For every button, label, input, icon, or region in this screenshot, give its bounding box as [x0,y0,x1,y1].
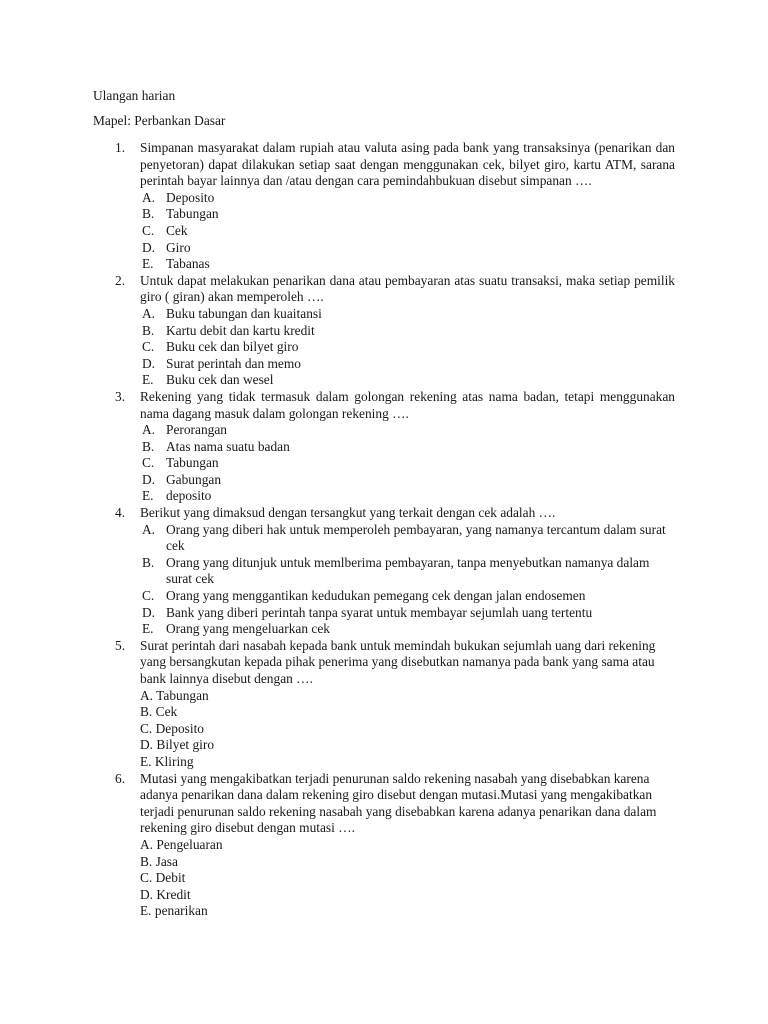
option-text: deposito [166,488,212,504]
option-letter: B. [140,704,153,720]
option-text: Debit [155,870,186,886]
option-letter: B. [142,206,155,222]
option-d [140,887,768,904]
option-text: Kliring [154,753,194,769]
option-a [140,837,768,854]
option-text: Perorangan [166,422,227,438]
option-e [0,488,768,505]
option-e [0,621,768,638]
option-text: Tabanas [166,256,210,272]
option-text: Jasa [155,853,178,869]
option-a [0,522,768,555]
option-text: Bilyet giro [156,737,215,753]
option-d [0,240,768,257]
option-text: Cek [166,222,188,238]
option-text: Orang yang menggantikan kedudukan pemegang cek dengan jalan endosemen [166,588,586,604]
question-5 [0,638,768,771]
option-text: Deposito [155,720,204,736]
question-number: 4. [115,505,126,521]
option-e [0,372,768,389]
option-letter: E. [142,372,154,388]
option-letter: D. [142,604,156,620]
option-a [0,306,768,323]
option-letter: E. [142,256,154,272]
option-letter: D. [142,471,156,487]
option-text: Tabungan [166,455,219,471]
option-c [0,223,768,240]
question-number: 5. [115,637,126,653]
option-text: Cek [155,704,178,720]
option-letter: A. [142,189,156,205]
option-letter: D. [140,737,154,753]
option-d [0,472,768,489]
question-4 [0,505,768,638]
document-subject: Mapel: Perbankan Dasar [93,113,226,128]
option-letter: A. [140,836,154,852]
option-b [0,206,768,223]
option-letter: E. [142,488,154,504]
question-2 [0,273,768,389]
question-number: 3. [115,388,126,404]
option-text: Kredit [156,886,191,902]
option-b [0,555,768,588]
option-text: penarikan [154,903,208,919]
question-list [0,140,768,920]
option-letter: C. [142,588,155,604]
option-letter: B. [140,853,153,869]
option-b [0,323,768,340]
option-letter: D. [142,355,156,371]
option-d [0,356,768,373]
option-text: Orang yang ditunjuk untuk memlberima pembayaran, tanpa menyebutkan namanya dalam surat cek [166,554,650,587]
option-text: Kartu debit dan kartu kredit [166,322,315,338]
option-text: Giro [166,239,191,255]
option-a [0,190,768,207]
option-letter: A. [142,521,156,537]
option-text: Buku cek dan bilyet giro [166,339,299,355]
option-c [140,870,768,887]
document-title: Ulangan harian [93,88,176,103]
option-a [0,422,768,439]
option-e [140,754,768,771]
option-e [0,256,768,273]
option-b [140,704,768,721]
option-letter: A. [142,305,156,321]
question-text: Rekening yang tidak termasuk dalam golongan rekening atas nama badan, tetapi menggunakan nama dagang masuk dalam golongan rekening …. [140,388,675,421]
question-6 [0,771,768,920]
option-d [0,605,768,622]
option-text: Tabungan [166,206,219,222]
option-c [0,339,768,356]
option-e [140,903,768,920]
option-letter: A. [140,687,154,703]
option-text: Surat perintah dan memo [166,355,301,371]
option-text: Buku cek dan wesel [166,372,274,388]
option-text: Atas nama suatu badan [166,438,290,454]
option-text: Orang yang diberi hak untuk memperoleh pembayaran, yang namanya tercantum dalam surat cek [166,521,666,554]
option-letter: C. [140,870,153,886]
option-letter: D. [142,239,156,255]
option-letter: C. [140,720,153,736]
option-text: Orang yang mengeluarkan cek [166,621,330,637]
question-text: Simpanan masyarakat dalam rupiah atau valuta asing pada bank yang transaksinya (penarikan dan penyetoran) dapat dilakukan setiap saat dengan menggunakan cek, bilyet giro, kartu ATM, sarana perintah bayar lainnya dan /atau dengan cara pemindahbukuan disebut simpanan …. [140,140,675,189]
option-letter: E. [142,621,154,637]
question-3 [0,389,768,505]
question-text: Surat perintah dari nasabah kepada bank untuk memindah bukukan sejumlah uang dari rekening yang bersangkutan kepada pihak penerima yang disebutkan namanya pada bank yang sama atau bank lainnya disebut dengan …. [140,637,656,686]
option-c [140,721,768,738]
option-letter: E. [140,753,152,769]
option-letter: C. [142,339,155,355]
question-number: 6. [115,770,126,786]
question-text: Mutasi yang mengakibatkan terjadi penurunan saldo rekening nasabah yang disebabkan karena adanya penarikan dana dalam rekening giro disebut dengan mutasi.Mutasi yang mengakibatkan terjadi penurunan saldo rekening nasabah yang disebabkan karena adanya penarikan dana dalam rekening giro disebut dengan mutasi …. [140,770,657,836]
question-number: 1. [115,140,126,155]
option-text: Pengeluaran [156,836,223,852]
option-d [140,737,768,754]
option-text: Deposito [166,189,215,205]
option-letter: B. [142,554,155,570]
option-letter: B. [142,322,155,338]
option-text: Tabungan [156,687,209,703]
option-letter: C. [142,222,155,238]
question-text: Berikut yang dimaksud dengan tersangkut yang terkait dengan cek adalah …. [140,505,556,521]
option-text: Buku tabungan dan kuaitansi [166,305,322,321]
option-letter: E. [140,903,152,919]
option-letter: C. [142,455,155,471]
option-c [0,588,768,605]
option-letter: A. [142,422,156,438]
option-b [140,854,768,871]
option-text: Gabungan [166,471,222,487]
question-1 [0,140,768,273]
option-a [140,688,768,705]
question-number: 2. [115,272,126,288]
question-text: Untuk dapat melakukan penarikan dana atau pembayaran atas suatu transaksi, maka setiap pemilik giro ( giran) akan memperoleh …. [140,272,675,305]
option-b [0,439,768,456]
option-c [0,455,768,472]
option-letter: D. [140,886,154,902]
option-text: Bank yang diberi perintah tanpa syarat untuk membayar sejumlah uang tertentu [166,604,593,620]
option-letter: B. [142,438,155,454]
